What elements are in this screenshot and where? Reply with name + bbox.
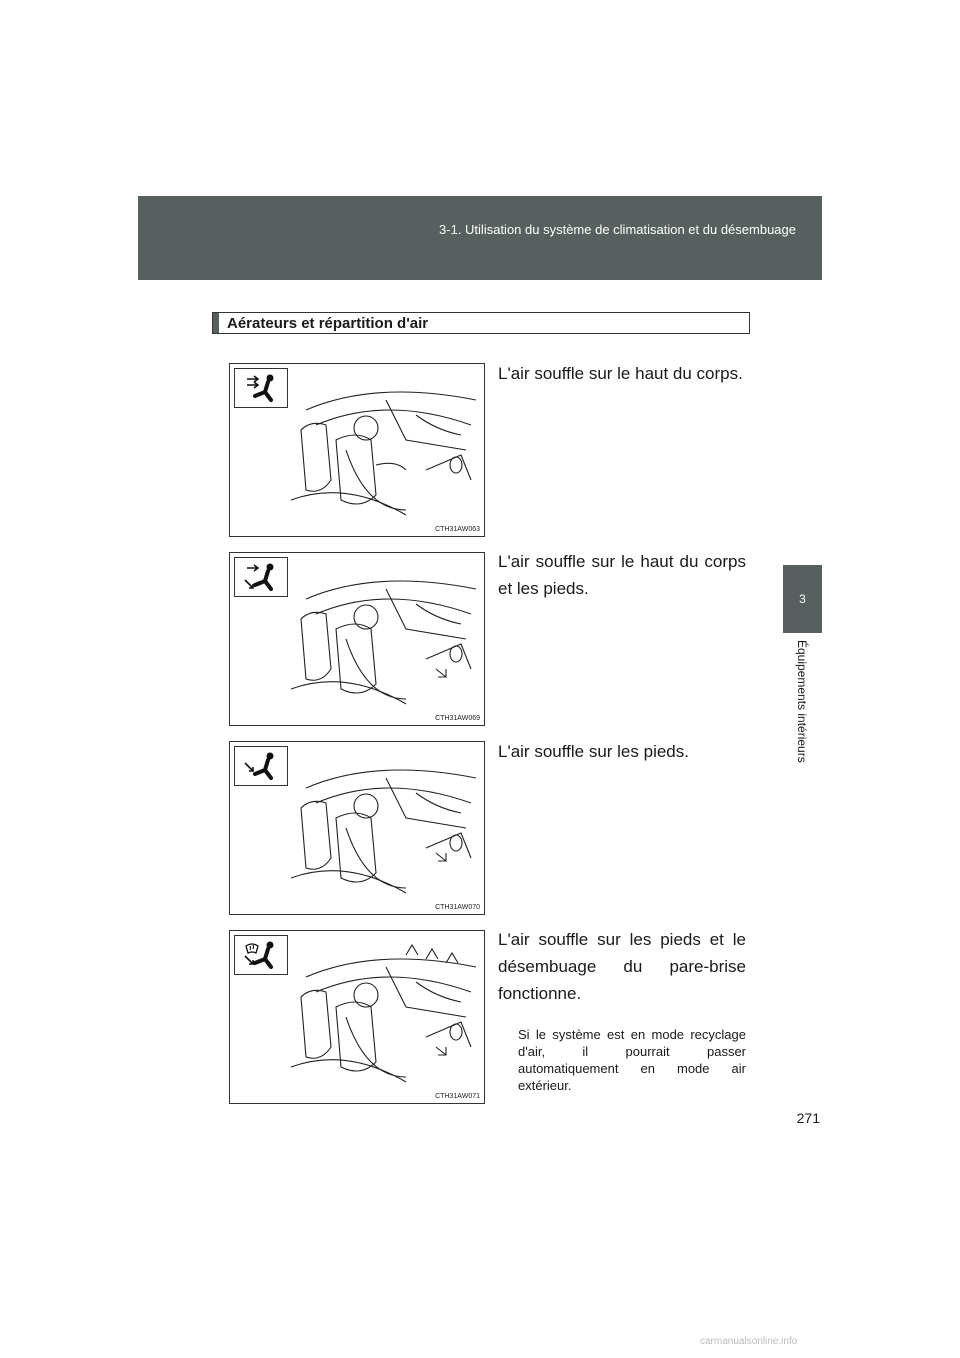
footer-url: carmanualsonline.info (700, 1336, 798, 1347)
mode-illustration-foot (229, 741, 485, 915)
illustration-code: CTH31AW069 (435, 715, 480, 722)
mode-description: L'air souffle sur le haut du corps et les pieds. (498, 552, 746, 598)
face-vent-icon (234, 368, 288, 408)
foot-defrost-vent-icon (234, 935, 288, 975)
mode-description: L'air souffle sur les pieds. (498, 742, 689, 761)
mode-illustration-foot-defrost (229, 930, 485, 1104)
illustration-code: CTH31AW071 (435, 1093, 480, 1100)
illustration-code: CTH31AW063 (435, 526, 480, 533)
section-title-stripe (213, 313, 219, 333)
chapter-tab-label: Équipements intérieurs (795, 640, 809, 763)
section-title-text: Aérateurs et répartition d'air (227, 314, 429, 332)
note-text: Si le système est en mode recyclage d'air, il pourrait passer automatiquement en mode air extérieur. (518, 1027, 746, 1093)
page-number: 271 (796, 1110, 820, 1126)
foot-vent-icon (234, 746, 288, 786)
bi-level-vent-icon (234, 557, 288, 597)
chapter-header (138, 196, 822, 280)
mode-illustration-bilevel (229, 552, 485, 726)
section-title (212, 312, 750, 334)
mode-description: L'air souffle sur le haut du corps. (498, 364, 743, 383)
illustration-code: CTH31AW070 (435, 904, 480, 911)
mode-illustration-face (229, 363, 485, 537)
chapter-tab: 3 (783, 565, 822, 633)
mode-description: L'air souffle sur les pieds et le désembuage du pare-brise fonctionne. (498, 930, 746, 1003)
chapter-title: 3-1. Utilisation du système de climatisation et du désembuage (439, 222, 796, 237)
